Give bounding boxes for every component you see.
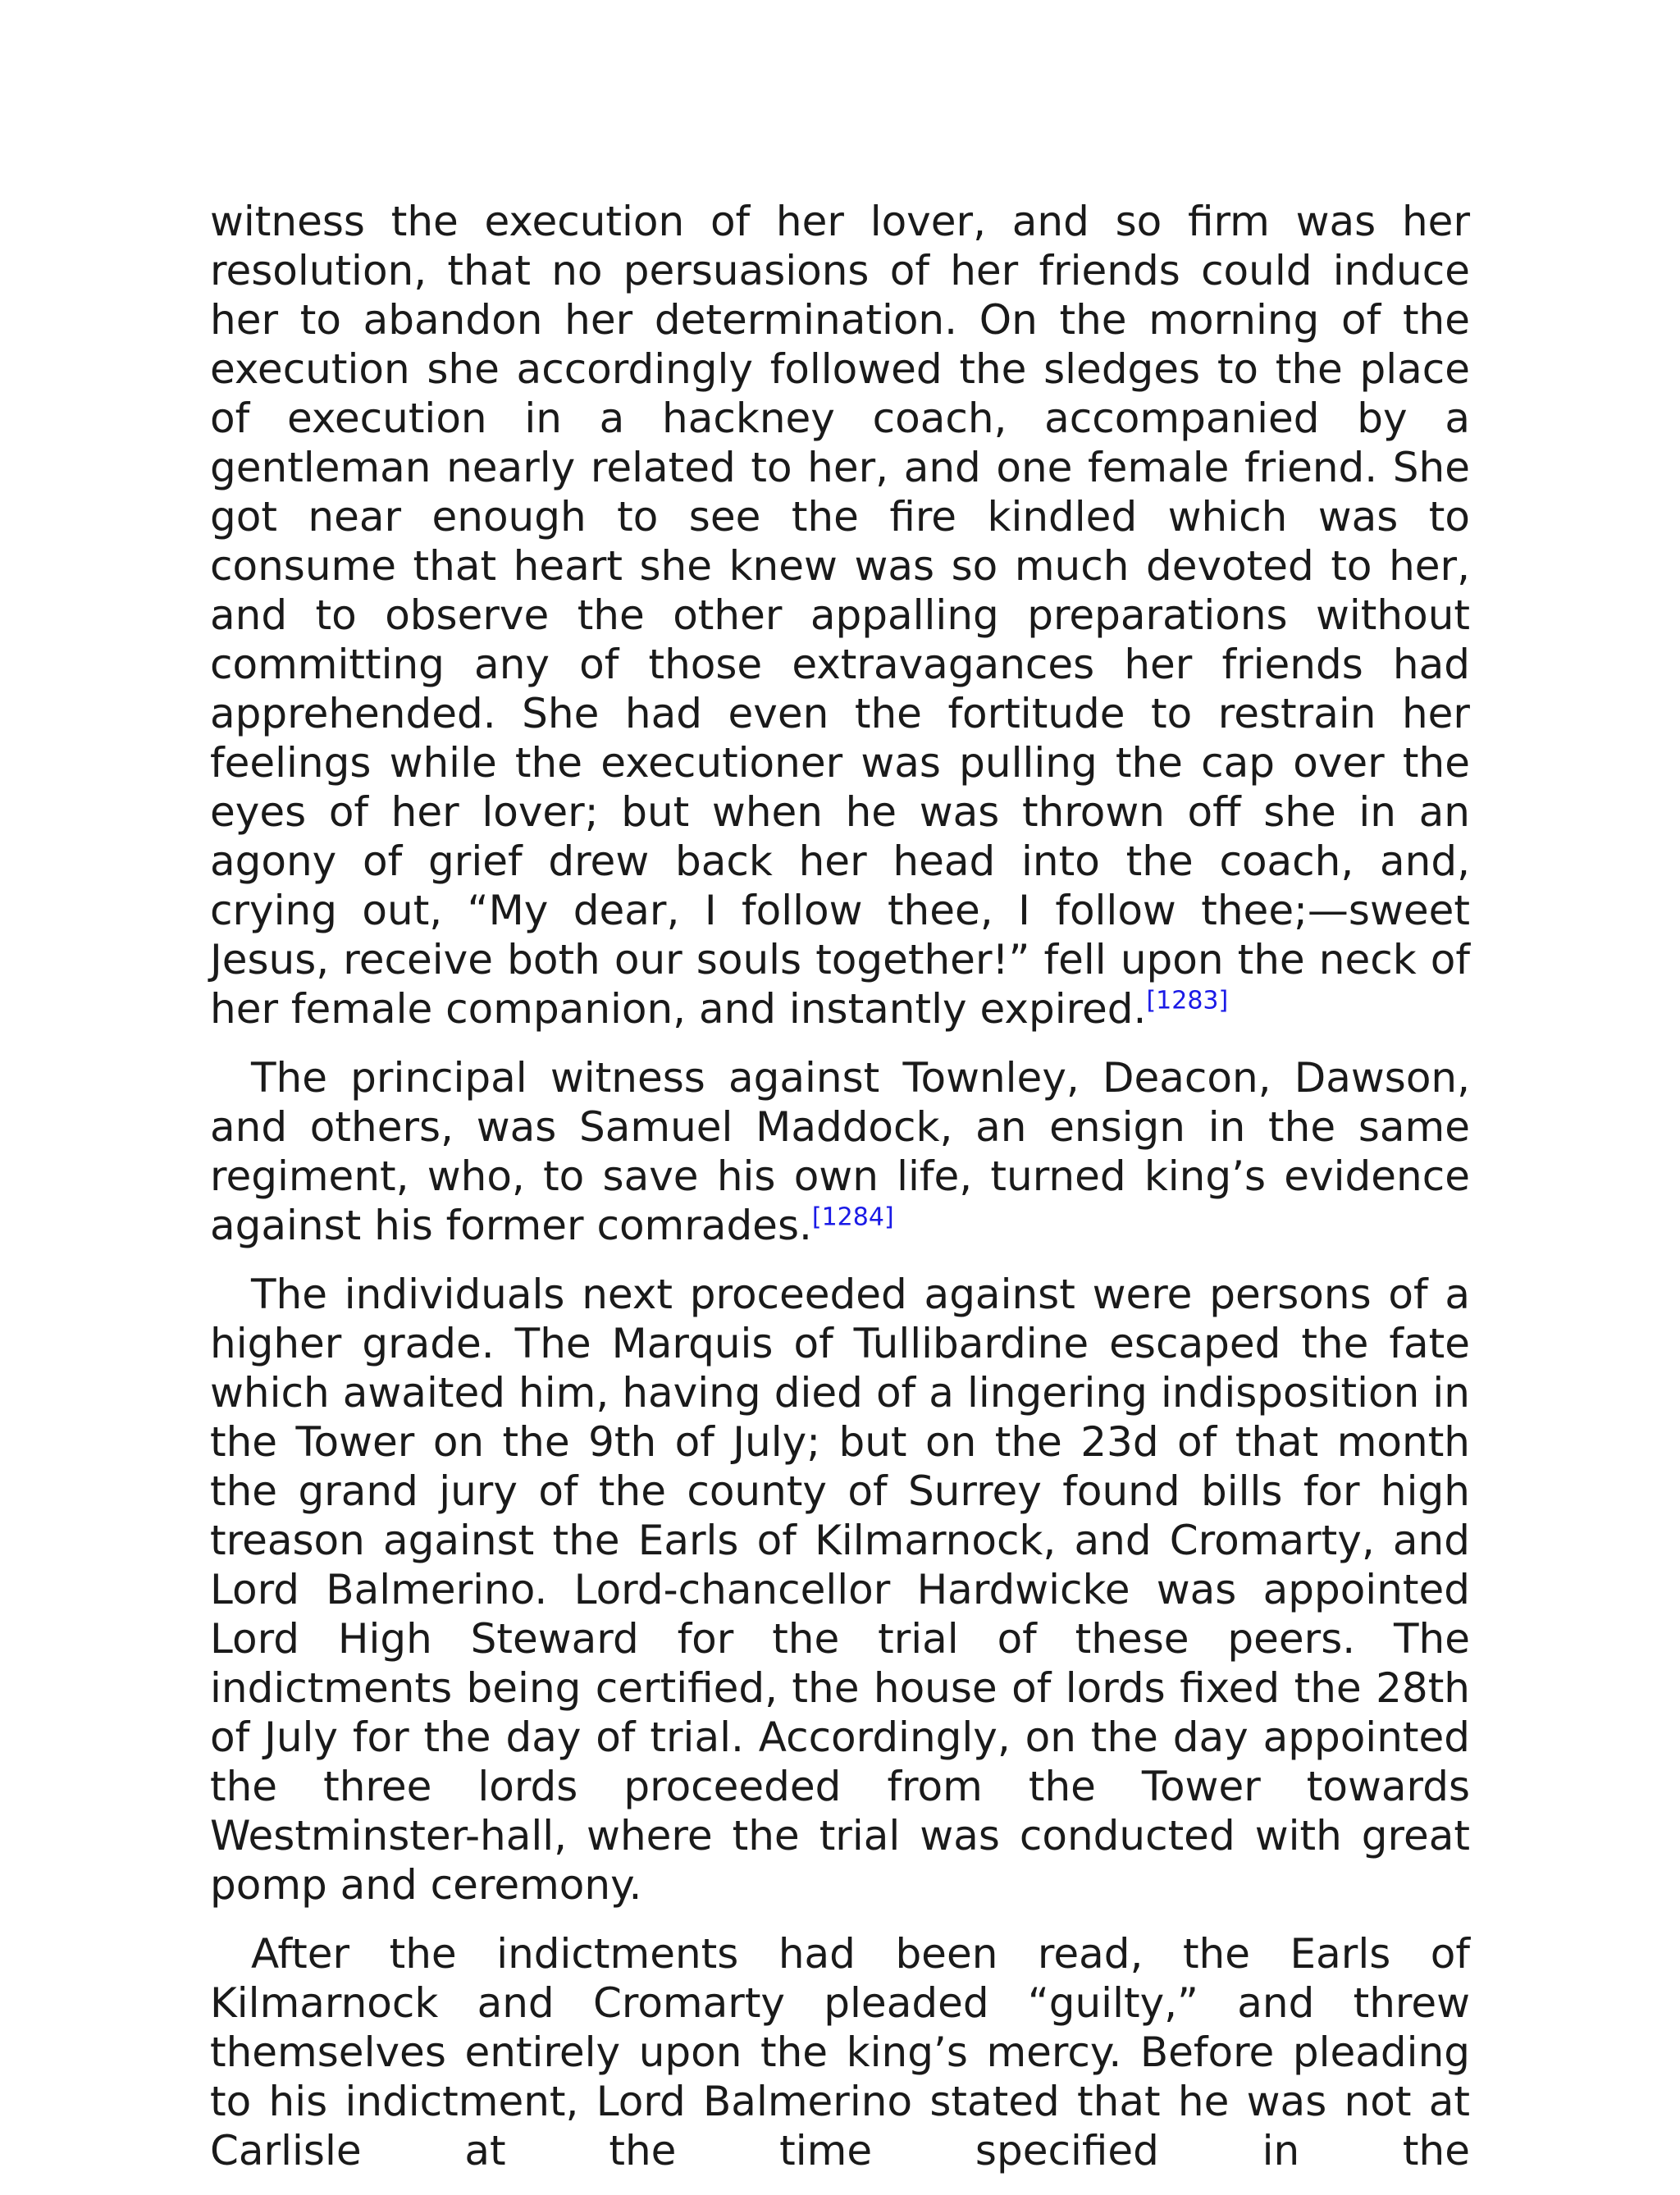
- footnote-link-1284[interactable]: [1284]: [811, 1202, 894, 1232]
- paragraph-3-text: The individuals next proceeded against were persons of a higher grade. The Marquis of Tullibardine escaped the fate which awaited him, having died of a lingering indisposition in the Tower on the 9th of July; but on the 23d of that month the grand jury of the county of Surrey found bills for high treason against the Earls of Kilmarnock, and Cromarty, and Lord Balmerino. Lord-chancellor Hardwicke was appointed Lord High Steward for the trial of these peers. The indictments being certified, the house of lords fixed the 28th of July for the day of trial. Accordingly, on the day appointed the three lords proceeded from the Tower towards Westminster-hall, where the trial was conducted with great pomp and ceremony.: [210, 1271, 1470, 1909]
- paragraph-4-text: After the indictments had been read, the Earls of Kilmarnock and Cromarty pleaded “guilty,” and threw themselves entirely upon the king’s mercy. Before pleading to his indictment, Lord Balmerino stated that he was not at Carlisle at the time specified in the: [210, 1930, 1470, 2174]
- paragraph-4: [210, 1929, 1470, 2175]
- footnote-link-1283[interactable]: [1283]: [1146, 986, 1229, 1015]
- paragraph-3: [210, 1270, 1470, 1910]
- paragraph-2: [210, 1053, 1470, 1250]
- paragraph-1-text: witness the execution of her lover, and so firm was her resolution, that no persuasions of her friends could induce her to abandon her determination. On the morning of the execution she accordingly followed the sledges to the place of execution in a hackney coach, accompanied by a gentleman nearly related to her, and one female friend. She got near enough to see the fire kindled which was to consume that heart she knew was so much devoted to her, and to observe the other appalling preparations without committing any of those extravagances her friends had apprehended. She had even the fortitude to restrain her feelings while the executioner was pulling the cap over the eyes of her lover; but when he was thrown off she in an agony of grief drew back her head into the coach, and, crying out, “My dear, I follow thee, I follow thee;—sweet Jesus, receive both our souls together!” fell upon the neck of her female companion, and instantly expired.: [210, 198, 1470, 1033]
- page-body: [210, 197, 1470, 2195]
- paragraph-1: [210, 197, 1470, 1034]
- paragraph-2-text: The principal witness against Townley, Deacon, Dawson, and others, was Samuel Maddock, an ensign in the same regiment, who, to save his own life, turned king’s evidence against his former comrades.: [210, 1054, 1470, 1249]
